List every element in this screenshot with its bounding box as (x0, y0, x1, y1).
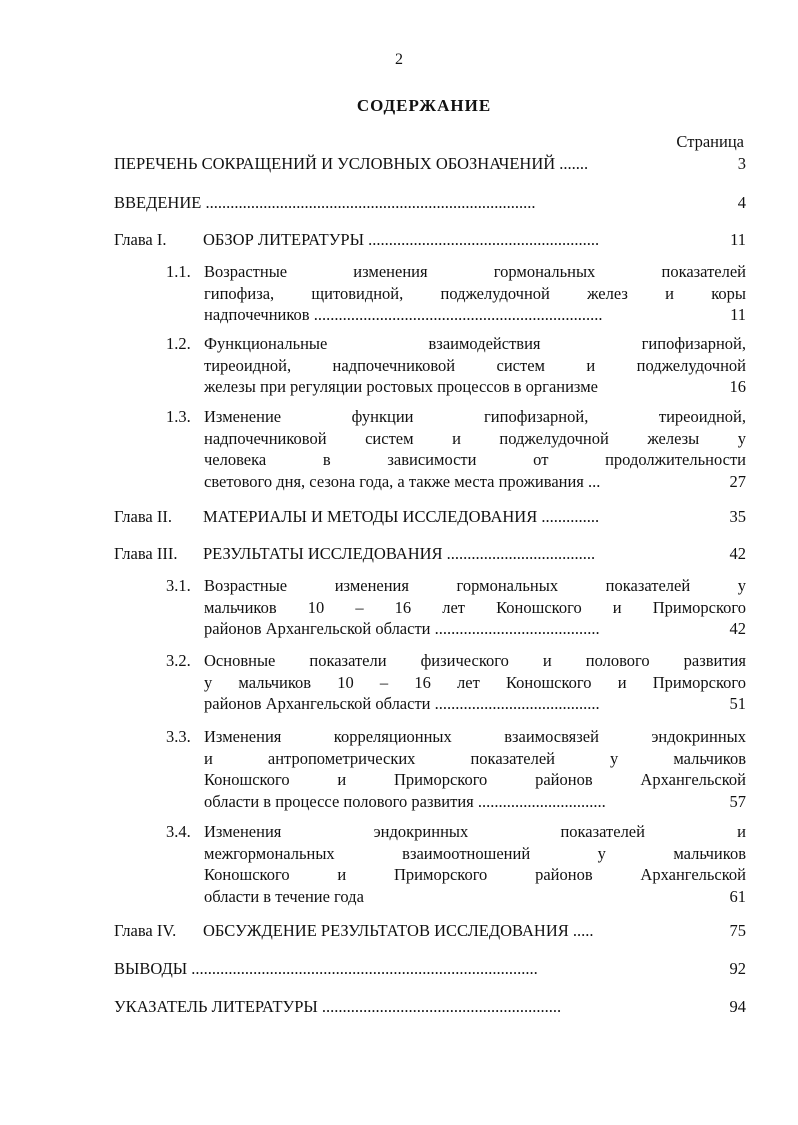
toc-entry-line: человека в зависимости от продолжительности (204, 450, 746, 469)
toc-entry-3-3 (166, 726, 746, 812)
page-title: СОДЕРЖАНИЕ (356, 96, 492, 115)
toc-entry-line: Возрастные изменения гормональных показателей у (204, 576, 746, 595)
toc-entry-line: железы при регуляции ростовых процессов в организме (204, 377, 598, 396)
chapter-label: Глава I. (114, 230, 167, 249)
toc-entry-text: МАТЕРИАЛЫ И МЕТОДЫ ИССЛЕДОВАНИЯ .............. (203, 507, 600, 526)
toc-page-number: 11 (730, 305, 746, 324)
toc-entry-conclusions (114, 958, 746, 980)
toc-entry-line: области в течение года (204, 886, 364, 906)
toc-entry-chapter-1 (114, 229, 746, 251)
toc-entry-line: гипофиза, щитовидной, поджелудочной желез и коры (204, 283, 746, 303)
toc-page-number: 16 (729, 377, 746, 396)
toc-page-number: 94 (729, 997, 746, 1016)
toc-entry-3-4 (166, 821, 746, 907)
toc-entry-line: межгормональных взаимоотношений у мальчиков (204, 843, 746, 863)
toc-entry-line: области в процессе полового развития ............................... (204, 791, 606, 811)
toc-entry-text: РЕЗУЛЬТАТЫ ИССЛЕДОВАНИЯ .................................... (203, 544, 596, 563)
toc-entry-line: светового дня, сезона года, а также места проживания ... (204, 471, 601, 491)
toc-entry-line: Возрастные изменения гормональных показателей (204, 262, 746, 281)
section-number: 3.2. (166, 651, 191, 670)
toc-entry-1-1 (166, 261, 746, 326)
page-number: 2 (395, 51, 403, 68)
toc-entry-line: районов Архангельской области ........................................ (204, 694, 600, 713)
toc-page-number: 4 (737, 193, 746, 212)
toc-entry-references (114, 996, 746, 1018)
toc-entry-3-2 (166, 650, 746, 715)
section-number: 1.1. (166, 262, 191, 281)
section-number: 3.1. (166, 576, 191, 595)
toc-page-number: 42 (729, 544, 746, 563)
toc-entry-text: ОБСУЖДЕНИЕ РЕЗУЛЬТАТОВ ИССЛЕДОВАНИЯ ..... (203, 921, 594, 940)
toc-entry-3-1 (166, 575, 746, 640)
page-column-header: Страница (676, 132, 744, 151)
toc-entry-line: Изменения эндокринных показателей и (204, 822, 746, 841)
chapter-label: Глава III. (114, 544, 178, 563)
toc-entry-line: надпочечников ...................................................................... (204, 305, 603, 324)
toc-page-number: 92 (729, 959, 746, 978)
toc-entry-line: районов Архангельской области ........................................ (204, 619, 600, 638)
toc-entry-line: Изменение функции гипофизарной, тиреоидной, (204, 407, 746, 426)
toc-entry-line: и антропометрических показателей у мальчиков (204, 748, 746, 768)
section-number: 1.3. (166, 407, 191, 426)
toc-entry-chapter-2 (114, 506, 746, 528)
toc-entry-text: ПЕРЕЧЕНЬ СОКРАЩЕНИЙ И УСЛОВНЫХ ОБОЗНАЧЕНИЙ ....... (114, 154, 589, 173)
section-number: 1.2. (166, 334, 191, 353)
toc-entry-text: ВВЕДЕНИЕ ................................................................................ (114, 193, 536, 212)
toc-entry-abbreviations (114, 153, 746, 175)
toc-entry-line: Коношского и Приморского районов Архангельской (204, 770, 746, 789)
toc-entry-line: мальчиков 10 – 16 лет Коношского и Приморского (204, 597, 746, 617)
toc-entry-line: Коношского и Приморского районов Архангельской (204, 865, 746, 884)
toc-entry-1-2 (166, 333, 746, 398)
toc-page-number: 3 (737, 154, 746, 173)
toc-entry-line: надпочечниковой систем и поджелудочной железы у (204, 428, 746, 448)
toc-entry-line: Изменения корреляционных взаимосвязей эндокринных (204, 727, 746, 746)
toc-entry-text: ВЫВОДЫ .................................................................................... (114, 959, 538, 978)
toc-entry-line: тиреоидной, надпочечниковой систем и поджелудочной (204, 355, 746, 375)
section-number: 3.4. (166, 822, 191, 841)
toc-page-number: 42 (729, 619, 746, 638)
toc-page-number: 61 (729, 886, 746, 906)
toc-entry-line: Основные показатели физического и полового развития (204, 651, 746, 670)
toc-entry-text: УКАЗАТЕЛЬ ЛИТЕРАТУРЫ .......................................................... (114, 997, 562, 1016)
toc-page-number: 27 (729, 471, 746, 491)
toc-entry-chapter-3 (114, 543, 746, 565)
toc-entry-chapter-4 (114, 920, 746, 942)
chapter-label: Глава II. (114, 507, 172, 526)
toc-entry-line: Функциональные взаимодействия гипофизарной, (204, 334, 746, 353)
toc-entry-1-3 (166, 406, 746, 492)
toc-page-number: 75 (729, 921, 746, 940)
toc-entry-introduction (114, 192, 746, 214)
chapter-label: Глава IV. (114, 921, 177, 940)
toc-page-number: 11 (730, 230, 746, 249)
toc-entry-line: у мальчиков 10 – 16 лет Коношского и Приморского (204, 672, 746, 692)
toc-page-number: 57 (729, 791, 746, 811)
toc-page-number: 35 (729, 507, 746, 526)
toc-page-number: 51 (729, 694, 746, 713)
section-number: 3.3. (166, 727, 191, 746)
toc-entry-text: ОБЗОР ЛИТЕРАТУРЫ ........................................................ (203, 230, 600, 249)
